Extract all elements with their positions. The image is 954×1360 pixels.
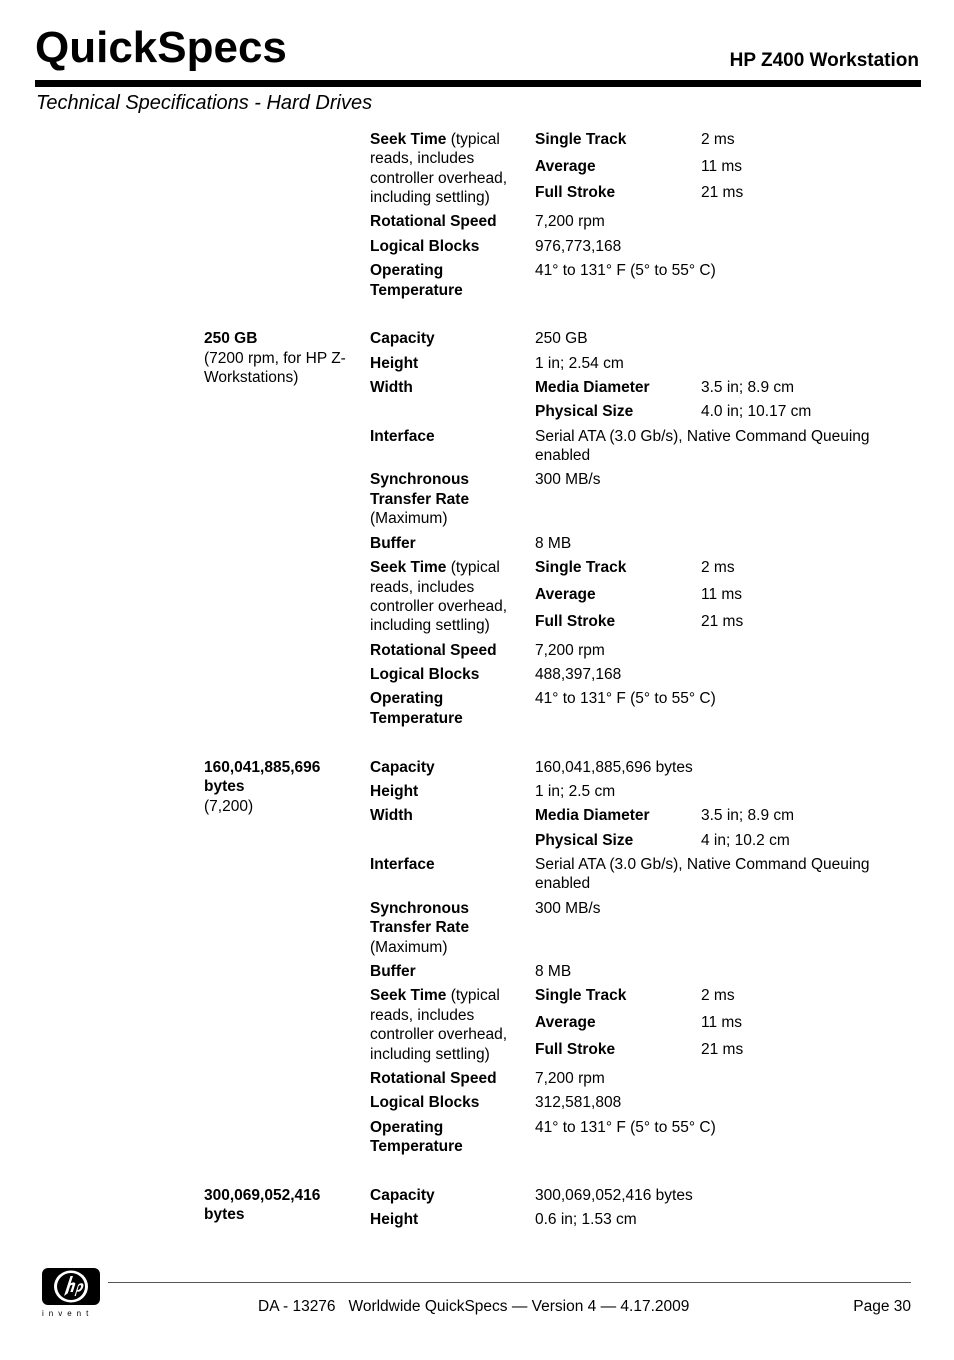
- average-value: 11 ms: [701, 1014, 743, 1031]
- rotational-speed-value: 7,200 rpm: [535, 213, 605, 230]
- seek-time-label-3: controller overhead,: [370, 170, 507, 187]
- capacity-value: 250 GB: [535, 330, 588, 347]
- interface-value-2: enabled: [535, 875, 591, 892]
- drive-250-subtitle: (7200 rpm, for HP Z-: [204, 350, 346, 367]
- drive-160-subtitle: (7,200): [204, 798, 254, 815]
- seek-time-label-4: including settling): [370, 189, 490, 206]
- sync-rate-label-3: (Maximum): [370, 939, 448, 956]
- media-diameter-value: 3.5 in; 8.9 cm: [701, 807, 795, 824]
- buffer-value: 8 MB: [535, 535, 572, 552]
- capacity-label: Capacity: [370, 1187, 435, 1204]
- logical-blocks-value: 312,581,808: [535, 1094, 622, 1111]
- capacity-value: 300,069,052,416 bytes: [535, 1187, 693, 1204]
- logical-blocks-label: Logical Blocks: [370, 666, 480, 683]
- op-temp-label: Operating: [370, 690, 444, 707]
- capacity-label: Capacity: [370, 759, 435, 776]
- buffer-value: 8 MB: [535, 963, 572, 980]
- average-label: Average: [535, 158, 596, 175]
- seek-time-label-3: controller overhead,: [370, 1026, 507, 1043]
- full-stroke-value: 21 ms: [701, 184, 744, 201]
- height-label: Height: [370, 1211, 419, 1228]
- sync-rate-value: 300 MB/s: [535, 900, 601, 917]
- interface-value: Serial ATA (3.0 Gb/s), Native Command Queuing: [535, 428, 870, 445]
- physical-size-value: 4 in; 10.2 cm: [701, 832, 790, 849]
- height-value: 1 in; 2.54 cm: [535, 355, 624, 372]
- op-temp-label: Operating: [370, 1119, 444, 1136]
- sync-rate-label: Synchronous: [370, 900, 470, 917]
- average-label: Average: [535, 586, 596, 603]
- footer-document-line: DA - 13276 Worldwide QuickSpecs — Version 4 — 4.17.2009: [258, 1298, 690, 1315]
- seek-time-label-4: including settling): [370, 1046, 490, 1063]
- sync-rate-label: Synchronous: [370, 471, 470, 488]
- op-temp-value: 41° to 131° F (5° to 55° C): [535, 262, 716, 279]
- logical-blocks-label: Logical Blocks: [370, 1094, 480, 1111]
- single-track-label: Single Track: [535, 559, 627, 576]
- logical-blocks-value: 976,773,168: [535, 238, 622, 255]
- physical-size-label: Physical Size: [535, 832, 634, 849]
- height-label: Height: [370, 355, 419, 372]
- physical-size-label: Physical Size: [535, 403, 634, 420]
- media-diameter-label: Media Diameter: [535, 379, 650, 396]
- op-temp-value: 41° to 131° F (5° to 55° C): [535, 690, 716, 707]
- width-label: Width: [370, 379, 413, 396]
- op-temp-value: 41° to 131° F (5° to 55° C): [535, 1119, 716, 1136]
- seek-time-label-3: controller overhead,: [370, 598, 507, 615]
- seek-time-label: Seek Time (typical: [370, 987, 500, 1004]
- drive-250-title: 250 GB: [204, 330, 258, 347]
- single-track-label: Single Track: [535, 987, 627, 1004]
- brand-title: QuickSpecs: [35, 23, 287, 72]
- rotational-speed-label: Rotational Speed: [370, 1070, 497, 1087]
- hp-logo: [42, 1268, 100, 1305]
- seek-time-label-2: reads, includes: [370, 150, 475, 167]
- logical-blocks-label: Logical Blocks: [370, 238, 480, 255]
- product-name: HP Z400 Workstation: [729, 50, 919, 71]
- footer-page-number: Page 30: [853, 1298, 911, 1315]
- rotational-speed-value: 7,200 rpm: [535, 642, 605, 659]
- media-diameter-value: 3.5 in; 8.9 cm: [701, 379, 795, 396]
- interface-value-2: enabled: [535, 447, 591, 464]
- seek-time-label: Seek Time (typical: [370, 131, 500, 148]
- drive-250-subtitle-2: Workstations): [204, 369, 299, 386]
- single-track-value: 2 ms: [701, 559, 735, 576]
- sync-rate-label-2: Transfer Rate: [370, 919, 470, 936]
- drive-160-title: 160,041,885,696: [204, 759, 321, 776]
- height-value: 1 in; 2.5 cm: [535, 783, 616, 800]
- average-label: Average: [535, 1014, 596, 1031]
- op-temp-label-2: Temperature: [370, 710, 463, 727]
- sync-rate-label-3: (Maximum): [370, 510, 448, 527]
- height-value: 0.6 in; 1.53 cm: [535, 1211, 637, 1228]
- section-title: Technical Specifications - Hard Drives: [36, 92, 373, 114]
- drive-160-title-2: bytes: [204, 778, 245, 795]
- rotational-speed-label: Rotational Speed: [370, 642, 497, 659]
- single-track-value: 2 ms: [701, 131, 735, 148]
- seek-time-label-2: reads, includes: [370, 579, 475, 596]
- full-stroke-value: 21 ms: [701, 613, 744, 630]
- seek-time-label-2: reads, includes: [370, 1007, 475, 1024]
- full-stroke-label: Full Stroke: [535, 613, 616, 630]
- logical-blocks-value: 488,397,168: [535, 666, 622, 683]
- buffer-label: Buffer: [370, 963, 416, 980]
- logo-tagline: invent: [42, 1309, 94, 1318]
- hp-logo-mark-icon: [42, 1268, 100, 1305]
- rotational-speed-value: 7,200 rpm: [535, 1070, 605, 1087]
- rotational-speed-label: Rotational Speed: [370, 213, 497, 230]
- buffer-label: Buffer: [370, 535, 416, 552]
- single-track-value: 2 ms: [701, 987, 735, 1004]
- op-temp-label: Operating: [370, 262, 444, 279]
- media-diameter-label: Media Diameter: [535, 807, 650, 824]
- interface-label: Interface: [370, 856, 435, 873]
- op-temp-label-2: Temperature: [370, 1138, 463, 1155]
- full-stroke-value: 21 ms: [701, 1041, 744, 1058]
- capacity-label: Capacity: [370, 330, 435, 347]
- interface-value: Serial ATA (3.0 Gb/s), Native Command Queuing: [535, 856, 870, 873]
- sync-rate-label-2: Transfer Rate: [370, 491, 470, 508]
- seek-time-label-4: including settling): [370, 617, 490, 634]
- average-value: 11 ms: [701, 586, 743, 603]
- footer-rule: [108, 1282, 911, 1283]
- capacity-value: 160,041,885,696 bytes: [535, 759, 693, 776]
- height-label: Height: [370, 783, 419, 800]
- width-label: Width: [370, 807, 413, 824]
- drive-300-title-2: bytes: [204, 1206, 245, 1223]
- sync-rate-value: 300 MB/s: [535, 471, 601, 488]
- seek-time-label: Seek Time (typical: [370, 559, 500, 576]
- full-stroke-label: Full Stroke: [535, 184, 616, 201]
- interface-label: Interface: [370, 428, 435, 445]
- physical-size-value: 4.0 in; 10.17 cm: [701, 403, 812, 420]
- average-value: 11 ms: [701, 158, 743, 175]
- full-stroke-label: Full Stroke: [535, 1041, 616, 1058]
- op-temp-label-2: Temperature: [370, 282, 463, 299]
- drive-300-title: 300,069,052,416: [204, 1187, 321, 1204]
- single-track-label: Single Track: [535, 131, 627, 148]
